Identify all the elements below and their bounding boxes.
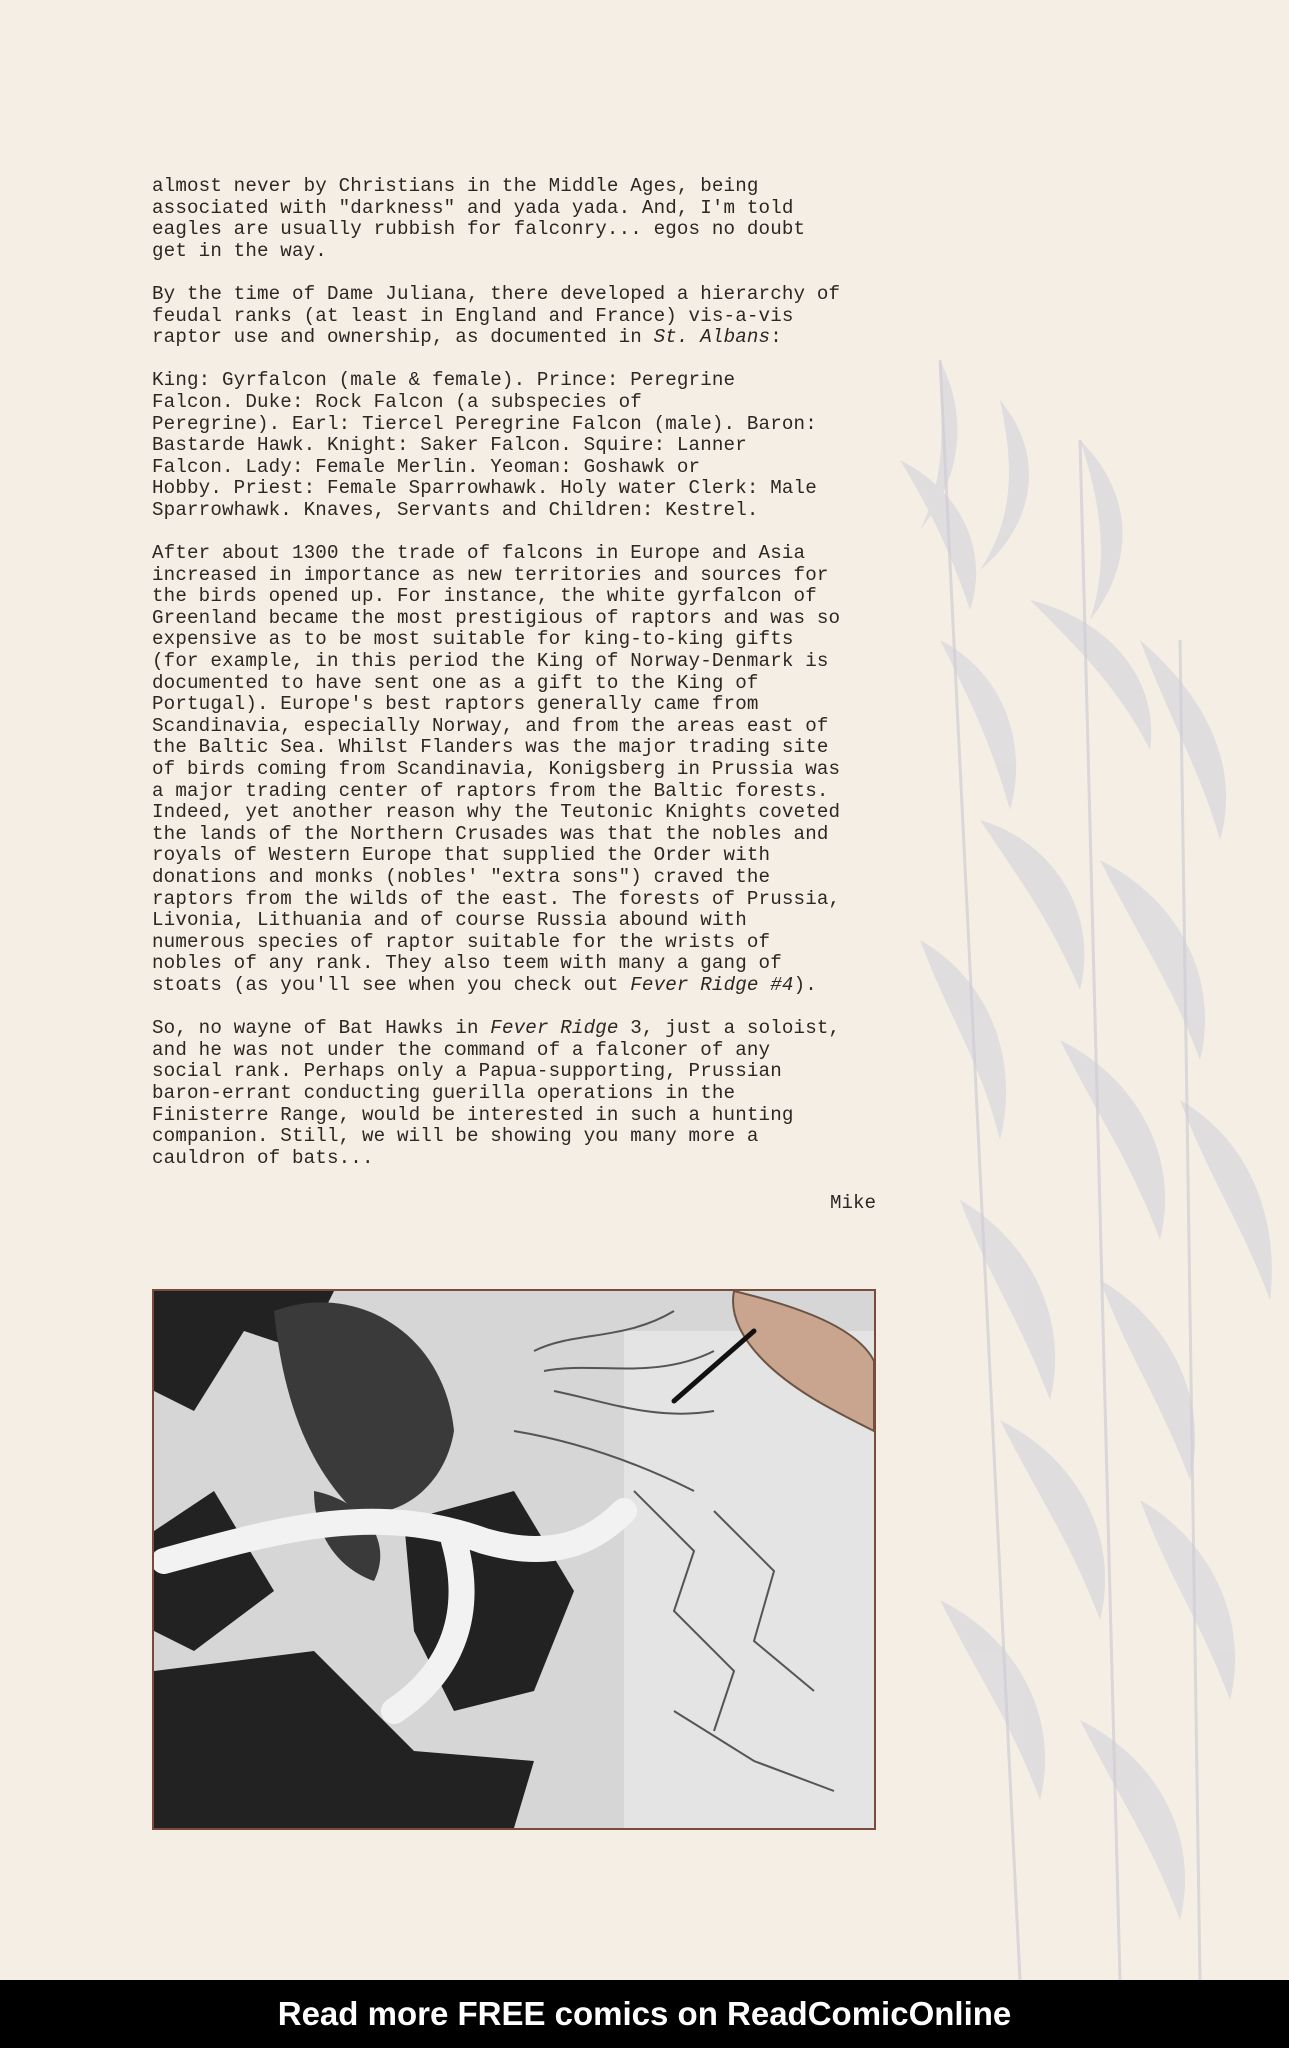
- paragraph-ranks: King: Gyrfalcon (male & female). Prince: Peregrine Falcon. Duke: Rock Falcon (a subspecies of Peregrine). Earl: Tiercel Peregrine Falcon (male). Baron: Bastarde Hawk. Knight: Saker Falcon. Squire: Lanner Falcon. Lady: Female Merlin. Yeoman: Goshawk or Hobby. Priest: Female Sparrowhawk. Holy water Clerk: Male Sparrowhawk. Knaves, Servants and Children: Kestrel.: [152, 369, 817, 521]
- paragraph-closing: So, no wayne of Bat Hawks in Fever Ridge 3, just a soloist, and he was not under the command of a falconer of any social rank. Perhaps only a Papua-supporting, Prussian baron-errant conducting guerilla operations in the Finisterre Range, would be interested in such a hunting companion. Still, we will be showing you many more a cauldron of bats...: [152, 1017, 841, 1169]
- footer-link[interactable]: Read more FREE comics on ReadComicOnline: [277, 1995, 1012, 2032]
- paragraph-trade: After about 1300 the trade of falcons in Europe and Asia increased in importance as new territories and sources for the birds opened up. For instance, the white gyrfalcon of Greenland became the most prestigious of raptors and was so expensive as to be most suitable for king-to-king gifts (for example, in this period the King of Norway-Denmark is documented to have sent one as a gift to the King of Portugal). Europe's best raptors generally came from Scandinavia, especially Norway, and from the areas east of the Baltic Sea. Whilst Flanders was the major trading site of birds coming from Scandinavia, Konigsberg in Prussia was a major trading center of raptors from the Baltic forests. Indeed, yet another reason why the Teutonic Knights coveted the lands of the Northern Crusades was that the nobles and royals of Western Europe that supplied the Order with donations and monks (nobles' "extra sons") craved the raptors from the wilds of the east. The forests of Prussia, Livonia, Lithuania and of course Russia abound with numerous species of raptor suitable for the wrists of nobles of any rank. They also teem with many a gang of stoats (as you'll see when you check out Fever Ridge #4).: [152, 542, 841, 996]
- author-signature: Mike: [829, 1192, 876, 1214]
- article-body: [152, 176, 872, 1191]
- artwork-photo: [152, 1289, 876, 1830]
- footer-banner: [0, 1980, 1289, 2048]
- paragraph-2: By the time of Dame Juliana, there developed a hierarchy of feudal ranks (at least in England and France) vis-a-vis raptor use and ownership, as documented in St. Albans:: [152, 282, 841, 349]
- foliage-watermark: [880, 340, 1289, 1980]
- paragraph-1: almost never by Christians in the Middle Ages, being associated with "darkness" and yada yada. And, I'm told eagles are usually rubbish for falconry... egos no doubt get in the way.: [152, 175, 806, 262]
- artwork-illustration: [154, 1291, 874, 1828]
